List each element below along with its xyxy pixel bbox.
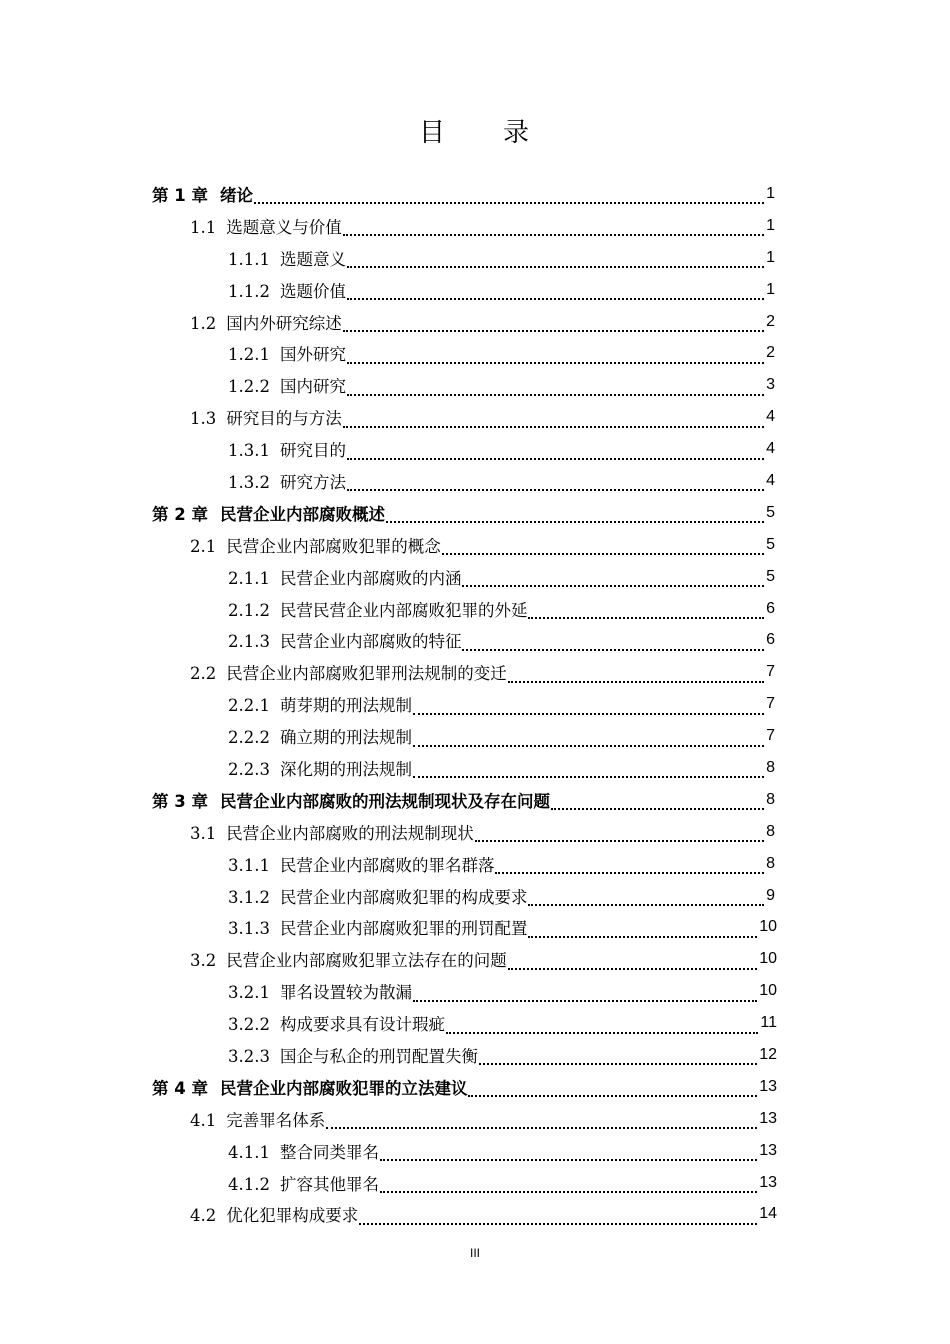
toc-entry[interactable] [0, 784, 950, 816]
toc-entry-page: 8 [766, 790, 775, 808]
toc-entry-number: 1.3 [190, 409, 217, 429]
toc-entry-page: 8 [766, 854, 775, 872]
toc-entry-page: 8 [766, 822, 775, 840]
toc-entry-text: 整合同类罪名 [279, 1142, 379, 1162]
toc-entry[interactable] [0, 401, 950, 433]
toc-entry[interactable] [0, 880, 950, 912]
toc-entry-number: 1.2.1 [228, 345, 270, 365]
toc-entry-page: 7 [766, 663, 775, 681]
toc-entry-page: 4 [766, 408, 775, 426]
toc-entry-page: 12 [759, 1045, 777, 1063]
toc-entry-page: 13 [759, 1077, 777, 1095]
toc-entry-label [228, 373, 346, 397]
toc-entry-number: 3.2.2 [228, 1015, 270, 1035]
toc-entry-text: 民营企业内部腐败犯罪刑法规制的变迁 [226, 664, 507, 684]
toc-entry-number: 1.3.2 [228, 472, 270, 492]
toc-entry[interactable] [0, 1071, 950, 1103]
page-number: III [469, 1246, 480, 1260]
dot-leader [343, 409, 764, 428]
toc-entry-page: 1 [766, 248, 775, 266]
toc-entry-page: 10 [759, 950, 777, 968]
toc-entry-label [228, 628, 461, 652]
toc-entry-page: 6 [766, 631, 775, 649]
toc-entry-text: 民营企业内部腐败的刑法规制现状及存在问题 [219, 791, 550, 811]
toc-entry-text: 优化犯罪构成要求 [226, 1206, 359, 1226]
toc-entry-label [228, 246, 346, 270]
toc-entry-number: 2.2.1 [228, 696, 270, 716]
toc-entry-number: 4.2 [190, 1206, 217, 1226]
toc-entry-label [190, 1107, 325, 1131]
dot-leader [347, 249, 764, 268]
toc-entry-number: 2.2 [190, 664, 217, 684]
dot-leader [343, 217, 764, 236]
toc-entry-text: 研究目的 [279, 441, 346, 461]
toc-entry-text: 罪名设置较为散漏 [279, 983, 412, 1003]
dot-leader [528, 919, 757, 938]
toc-entry-label [190, 310, 342, 334]
dot-leader [347, 472, 764, 491]
toc-entry-text: 绪论 [219, 185, 253, 205]
toc-entry-number: 3.2.1 [228, 983, 270, 1003]
toc-entry-label [190, 214, 342, 238]
dot-leader [413, 728, 764, 747]
toc-title: 目 录 [418, 118, 531, 148]
toc-entry-number: 第 2 章 [152, 504, 208, 524]
toc-entry-page: 2 [766, 312, 775, 330]
toc-entry-page: 13 [759, 1173, 777, 1191]
dot-leader [380, 1142, 757, 1161]
toc-entry-label [190, 533, 441, 557]
toc-entry-page: 1 [766, 280, 775, 298]
toc-entry-text: 选题意义 [279, 249, 346, 269]
toc-entry-text: 民营企业内部腐败的内涵 [279, 568, 462, 588]
toc-entry[interactable] [0, 848, 950, 880]
toc-entry[interactable] [0, 337, 950, 369]
toc-entry-label [152, 501, 385, 525]
toc-entry-number: 1.1 [190, 217, 217, 237]
toc-entry-number: 2.1 [190, 536, 217, 556]
toc-entry-text: 国内研究 [279, 377, 346, 397]
toc-entry-number: 1.3.1 [228, 441, 270, 461]
dot-leader [479, 1046, 757, 1065]
toc-entry[interactable] [0, 465, 950, 497]
toc-entry-label [228, 1139, 379, 1163]
toc-entry-number: 4.1 [190, 1110, 217, 1130]
toc-entry-page: 9 [766, 886, 775, 904]
dot-leader [442, 536, 764, 555]
dot-leader [326, 1110, 757, 1129]
toc-entry[interactable] [0, 1199, 950, 1231]
toc-entry-text: 民营企业内部腐败的特征 [279, 632, 462, 652]
toc-entry-label [228, 884, 527, 908]
toc-entry-number: 2.1.3 [228, 632, 270, 652]
toc-entry-label [228, 692, 412, 716]
toc-entry-page: 1 [766, 216, 775, 234]
toc-entry-label [190, 405, 342, 429]
toc-entry-number: 2.1.1 [228, 568, 270, 588]
dot-leader [508, 664, 764, 683]
toc-entry-text: 萌芽期的刑法规制 [279, 696, 412, 716]
dot-leader [386, 504, 764, 523]
dot-leader [343, 313, 764, 332]
toc-entry-number: 2.1.2 [228, 600, 270, 620]
dot-leader [446, 1015, 758, 1034]
toc-entry-page: 13 [759, 1141, 777, 1159]
toc-entry[interactable] [0, 975, 950, 1007]
toc-entry-number: 第 1 章 [152, 185, 208, 205]
toc-entry-label [228, 1043, 478, 1067]
toc-entry-text: 民营企业内部腐败犯罪的构成要求 [279, 887, 528, 907]
toc-entry-number: 4.1.1 [228, 1142, 270, 1162]
toc-entry-number: 1.1.1 [228, 249, 270, 269]
toc-entry-number: 2.2.2 [228, 728, 270, 748]
toc-entry[interactable] [0, 433, 950, 465]
toc-entry-text: 扩容其他罪名 [279, 1174, 379, 1194]
toc-entry[interactable] [0, 529, 950, 561]
toc-entry-label [228, 437, 346, 461]
toc-entry[interactable] [0, 752, 950, 784]
toc-entry-text: 国企与私企的刑罚配置失衡 [279, 1046, 478, 1066]
toc-entry[interactable] [0, 242, 950, 274]
toc-entry[interactable] [0, 943, 950, 975]
toc-entry-text: 国外研究 [279, 345, 346, 365]
toc-entry[interactable] [0, 274, 950, 306]
toc-entry-text: 选题意义与价值 [226, 217, 342, 237]
toc-entry-text: 民营企业内部腐败犯罪的立法建议 [219, 1078, 468, 1098]
toc-entry-number: 第 3 章 [152, 791, 208, 811]
toc-entry-label [190, 660, 507, 684]
dot-leader [495, 855, 764, 874]
toc-entry-label [228, 1011, 445, 1035]
toc-entry-number: 3.2 [190, 951, 217, 971]
toc-entry-label [190, 1202, 358, 1226]
toc-entry-number: 第 4 章 [152, 1078, 208, 1098]
toc-entry-page: 4 [766, 440, 775, 458]
toc-entry-text: 民营企业内部腐败概述 [219, 504, 385, 524]
toc-entry[interactable] [0, 178, 950, 210]
toc-entry-page: 5 [766, 503, 775, 521]
toc-entry-page: 1 [766, 184, 775, 202]
toc-entry-page: 5 [766, 567, 775, 585]
toc-entry-text: 研究目的与方法 [226, 409, 342, 429]
dot-leader [551, 791, 764, 810]
toc-entry-page: 5 [766, 535, 775, 553]
toc-entry-page: 10 [759, 982, 777, 1000]
toc-entry-page: 10 [759, 918, 777, 936]
toc-entry-text: 民营企业内部腐败的刑法规制现状 [226, 823, 474, 843]
toc-entry[interactable] [0, 210, 950, 242]
toc-entry-label [228, 724, 412, 748]
toc-entry-label [228, 979, 412, 1003]
toc-entry-label [228, 565, 461, 589]
toc-entry-number: 1.2 [190, 313, 217, 333]
toc-entry-page: 7 [766, 695, 775, 713]
dot-leader [413, 696, 764, 715]
toc-entry-number: 3.2.3 [228, 1046, 270, 1066]
toc-entry[interactable] [0, 1039, 950, 1071]
toc-entry-label [228, 852, 494, 876]
toc-entry-text: 民营企业内部腐败犯罪的刑罚配置 [279, 919, 528, 939]
toc-entry[interactable] [0, 369, 950, 401]
toc-entry[interactable] [0, 1167, 950, 1199]
table-of-contents [0, 178, 950, 1230]
dot-leader [462, 568, 764, 587]
dot-leader [528, 600, 764, 619]
toc-entry-number: 1.2.2 [228, 377, 270, 397]
toc-entry-label [152, 182, 253, 206]
toc-entry[interactable] [0, 593, 950, 625]
toc-entry-number: 4.1.2 [228, 1174, 270, 1194]
dot-leader [528, 887, 764, 906]
toc-entry-page: 11 [760, 1014, 777, 1032]
toc-entry-page: 6 [766, 599, 775, 617]
toc-entry-page: 14 [759, 1205, 777, 1223]
dot-leader [413, 759, 764, 778]
toc-entry-text: 民营企业内部腐败的罪名群落 [279, 855, 495, 875]
toc-entry-page: 4 [766, 471, 775, 489]
toc-entry[interactable] [0, 1007, 950, 1039]
toc-entry-label [228, 756, 412, 780]
toc-entry-text: 确立期的刑法规制 [279, 728, 412, 748]
toc-entry[interactable] [0, 816, 950, 848]
toc-entry-text: 民营民营企业内部腐败犯罪的外延 [279, 600, 528, 620]
dot-leader [347, 377, 764, 396]
toc-entry[interactable] [0, 561, 950, 593]
dot-leader [347, 441, 764, 460]
toc-entry-page: 7 [766, 727, 775, 745]
toc-entry-number: 3.1 [190, 823, 217, 843]
toc-entry-label [228, 278, 346, 302]
toc-entry-number: 1.1.2 [228, 281, 270, 301]
dot-leader [468, 1078, 757, 1097]
dot-leader [380, 1174, 757, 1193]
toc-entry-text: 研究方法 [279, 472, 346, 492]
dot-leader [254, 185, 764, 204]
toc-entry-label [228, 469, 346, 493]
toc-entry[interactable] [0, 1135, 950, 1167]
dot-leader [359, 1206, 757, 1225]
toc-entry-label [228, 597, 527, 621]
toc-entry-text: 选题价值 [279, 281, 346, 301]
toc-entry-number: 3.1.3 [228, 919, 270, 939]
toc-entry-label [228, 915, 527, 939]
toc-entry-label [190, 820, 474, 844]
dot-leader [475, 823, 764, 842]
toc-entry-text: 构成要求具有设计瑕疵 [279, 1015, 445, 1035]
toc-entry-text: 国内外研究综述 [226, 313, 342, 333]
toc-entry-label [228, 1171, 379, 1195]
toc-entry[interactable] [0, 720, 950, 752]
toc-entry-page: 13 [759, 1109, 777, 1127]
toc-entry[interactable] [0, 624, 950, 656]
toc-entry[interactable] [0, 911, 950, 943]
toc-entry-text: 完善罪名体系 [226, 1110, 326, 1130]
toc-entry-page: 2 [766, 344, 775, 362]
dot-leader [508, 951, 757, 970]
toc-entry-label [190, 947, 507, 971]
toc-entry-text: 民营企业内部腐败犯罪的概念 [226, 536, 441, 556]
toc-entry-label [152, 1075, 467, 1099]
toc-entry-label [152, 788, 550, 812]
toc-entry-page: 8 [766, 758, 775, 776]
toc-entry-number: 2.2.3 [228, 759, 270, 779]
toc-entry-label [228, 341, 346, 365]
dot-leader [413, 983, 757, 1002]
toc-entry[interactable] [0, 656, 950, 688]
toc-entry[interactable] [0, 1103, 950, 1135]
toc-entry[interactable] [0, 497, 950, 529]
dot-leader [347, 345, 764, 364]
toc-entry-text: 民营企业内部腐败犯罪立法存在的问题 [226, 951, 507, 971]
toc-entry-page: 3 [766, 376, 775, 394]
dot-leader [462, 632, 764, 651]
toc-entry[interactable] [0, 688, 950, 720]
toc-entry-text: 深化期的刑法规制 [279, 759, 412, 779]
toc-entry[interactable] [0, 306, 950, 338]
dot-leader [347, 281, 764, 300]
toc-entry-number: 3.1.2 [228, 887, 270, 907]
toc-entry-number: 3.1.1 [228, 855, 270, 875]
